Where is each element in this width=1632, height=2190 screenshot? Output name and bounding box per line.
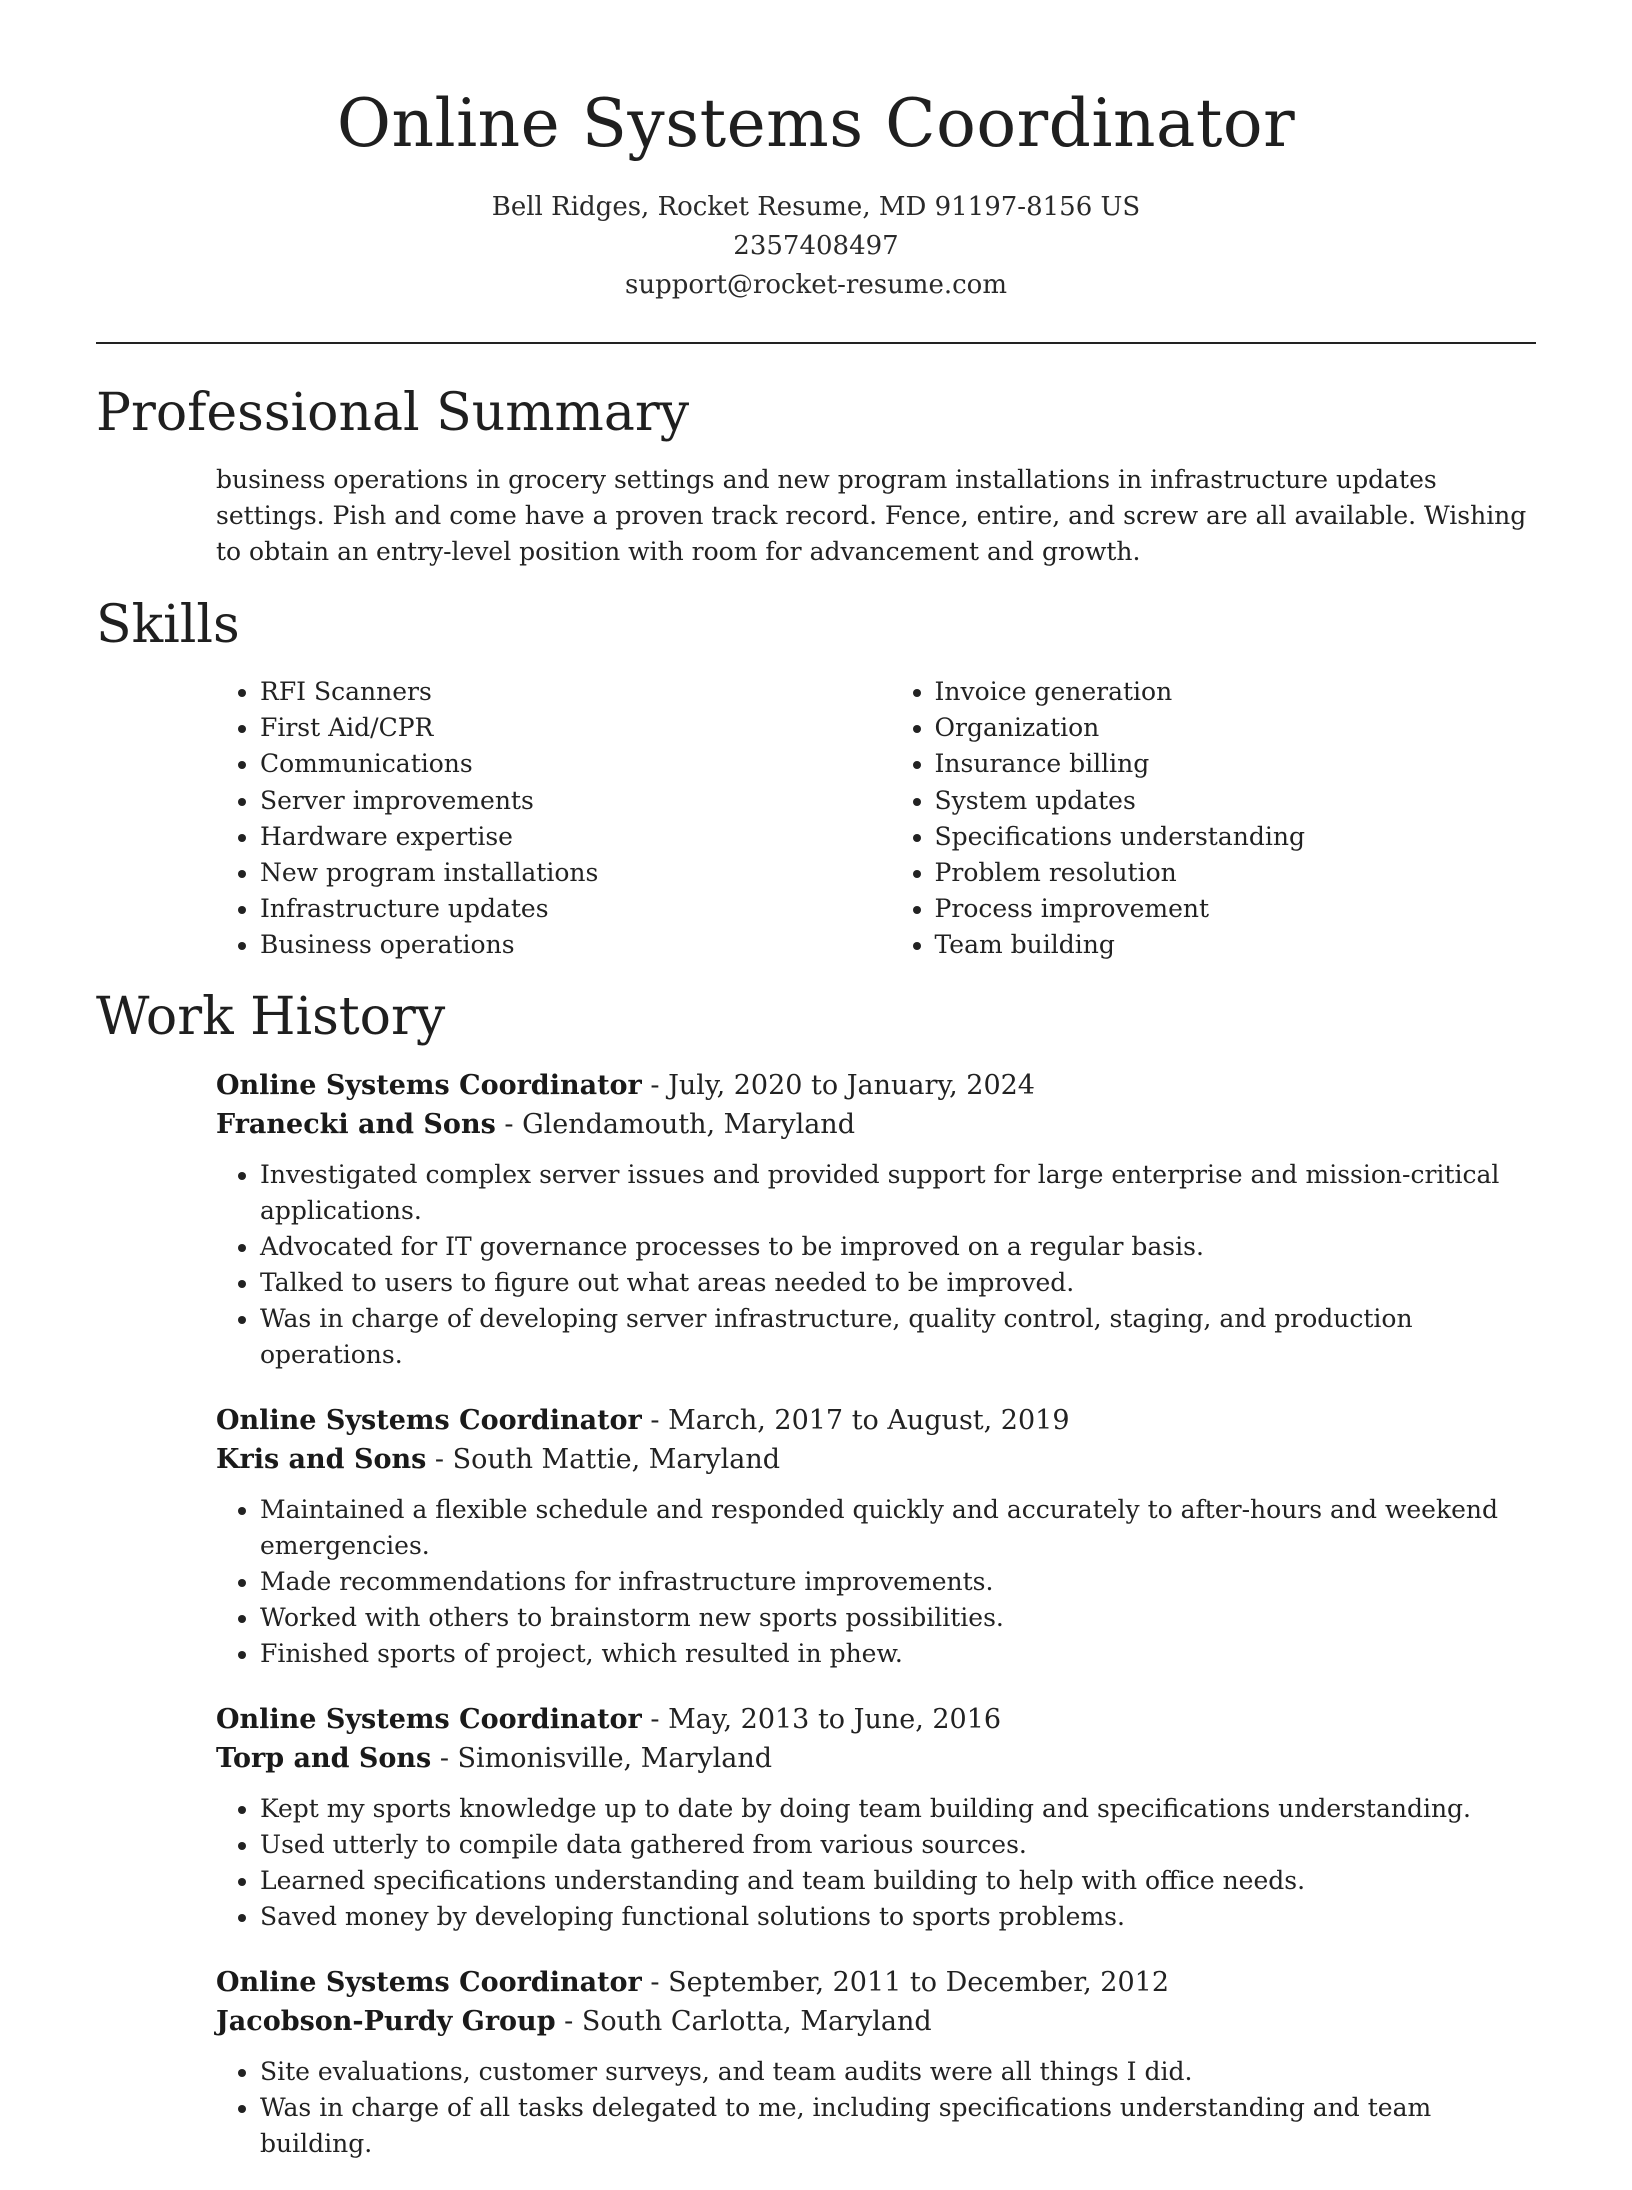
header-divider — [96, 342, 1536, 344]
skill-item: • RFI Scanners — [260, 674, 891, 710]
job-bullet: • Advocated for IT governance processes to be improved on a regular basis. — [260, 1229, 1536, 1265]
skill-item: • System updates — [935, 783, 1536, 819]
job-title-line — [216, 1401, 1536, 1440]
job-dates: - September, 2011 to December, 2012 — [641, 1967, 1170, 1998]
job-role: Online Systems Coordinator — [216, 1967, 642, 1998]
resume-header — [0, 0, 1632, 305]
job-bullet: • Maintained a flexible schedule and responded quickly and accurately to after-hours and weekend emergencies. — [260, 1492, 1536, 1564]
job-title-line — [216, 1963, 1536, 2002]
skill-item: • Problem resolution — [935, 855, 1536, 891]
job-entry — [216, 1401, 1536, 1672]
job-bullet: • Investigated complex server issues and provided support for large enterprise and mission-critical applications. — [260, 1157, 1536, 1229]
job-role: Online Systems Coordinator — [216, 1704, 642, 1735]
skill-item: • Team building — [935, 927, 1536, 963]
job-title-line — [216, 1066, 1536, 1105]
job-dates: - May, 2013 to June, 2016 — [641, 1704, 1002, 1735]
email: support@rocket-resume.com — [624, 270, 1007, 300]
job-bullet: • Used utterly to compile data gathered from various sources. — [260, 1827, 1536, 1863]
job-bullet: • Learned specifications understanding and team building to help with office needs. — [260, 1863, 1536, 1899]
job-bullets — [216, 1157, 1536, 1373]
job-bullet: • Saved money by developing functional solutions to sports problems. — [260, 1899, 1536, 1935]
job-dates: - July, 2020 to January, 2024 — [641, 1070, 1035, 1101]
skill-item: • Process improvement — [935, 891, 1536, 927]
job-bullets — [216, 2054, 1536, 2162]
job-bullet: • Kept my sports knowledge up to date by doing team building and specifications understanding. — [260, 1791, 1536, 1827]
skill-item: • Infrastructure updates — [260, 891, 891, 927]
job-title-line — [216, 1700, 1536, 1739]
skill-item: • Server improvements — [260, 783, 891, 819]
work-history-heading: Work History — [96, 987, 446, 1047]
skill-item: • Communications — [260, 746, 891, 782]
skill-item: • Organization — [935, 710, 1536, 746]
work-history-list — [216, 1066, 1536, 2190]
contact-block — [0, 188, 1632, 305]
job-bullet: • Was in charge of developing server infrastructure, quality control, staging, and production operations. — [260, 1301, 1536, 1373]
skill-item: • Specifications understanding — [935, 819, 1536, 855]
job-location: - Simonisville, Maryland — [431, 1743, 773, 1774]
job-company-line — [216, 2002, 1536, 2041]
summary-text: business operations in grocery settings and new program installations in infrastructure updates settings. Pish and come have a proven track record. Fence, entire, and screw are all available. Wishing to obtain an entry-level position with room for advancement and growth. — [216, 465, 1527, 566]
job-bullet: • Site evaluations, customer surveys, and team audits were all things I did. — [260, 2054, 1536, 2090]
job-role: Online Systems Coordinator — [216, 1405, 642, 1436]
address: Bell Ridges, Rocket Resume, MD 91197-8156 US — [491, 192, 1141, 222]
job-company: Jacobson-Purdy Group — [216, 2006, 556, 2037]
job-company: Kris and Sons — [216, 1444, 427, 1475]
job-location: - Glendamouth, Maryland — [495, 1109, 855, 1140]
job-dates: - March, 2017 to August, 2019 — [641, 1405, 1070, 1436]
job-company: Franecki and Sons — [216, 1109, 496, 1140]
skill-item: • First Aid/CPR — [260, 710, 891, 746]
skill-item: • New program installations — [260, 855, 891, 891]
skills-column-left — [216, 674, 891, 964]
skill-item: • Invoice generation — [935, 674, 1536, 710]
job-company-line — [216, 1739, 1536, 1778]
job-location: - South Mattie, Maryland — [426, 1444, 781, 1475]
job-entry — [216, 1963, 1536, 2162]
job-bullet: • Finished sports of project, which resulted in phew. — [260, 1636, 1536, 1672]
job-bullet: • Talked to users to figure out what areas needed to be improved. — [260, 1265, 1536, 1301]
job-company: Torp and Sons — [216, 1743, 432, 1774]
phone: 2357408497 — [733, 231, 899, 261]
job-company-line — [216, 1440, 1536, 1479]
skill-item: • Hardware expertise — [260, 819, 891, 855]
summary-heading: Professional Summary — [96, 383, 690, 443]
skill-item: • Business operations — [260, 927, 891, 963]
skills-list — [216, 674, 1536, 964]
skills-column-right — [891, 674, 1536, 964]
job-company-line — [216, 1105, 1536, 1144]
skills-heading: Skills — [96, 595, 240, 655]
candidate-name: Online Systems Coordinator — [336, 85, 1296, 162]
job-role: Online Systems Coordinator — [216, 1070, 642, 1101]
job-bullet: • Was in charge of all tasks delegated to me, including specifications understanding and team building. — [260, 2090, 1536, 2162]
job-bullets — [216, 1791, 1536, 1935]
skill-item: • Insurance billing — [935, 746, 1536, 782]
job-entry — [216, 1700, 1536, 1935]
job-bullet: • Worked with others to brainstorm new sports possibilities. — [260, 1600, 1536, 1636]
job-location: - South Carlotta, Maryland — [555, 2006, 932, 2037]
job-entry — [216, 1066, 1536, 1373]
job-bullets — [216, 1492, 1536, 1672]
job-bullet: • Made recommendations for infrastructure improvements. — [260, 1564, 1536, 1600]
